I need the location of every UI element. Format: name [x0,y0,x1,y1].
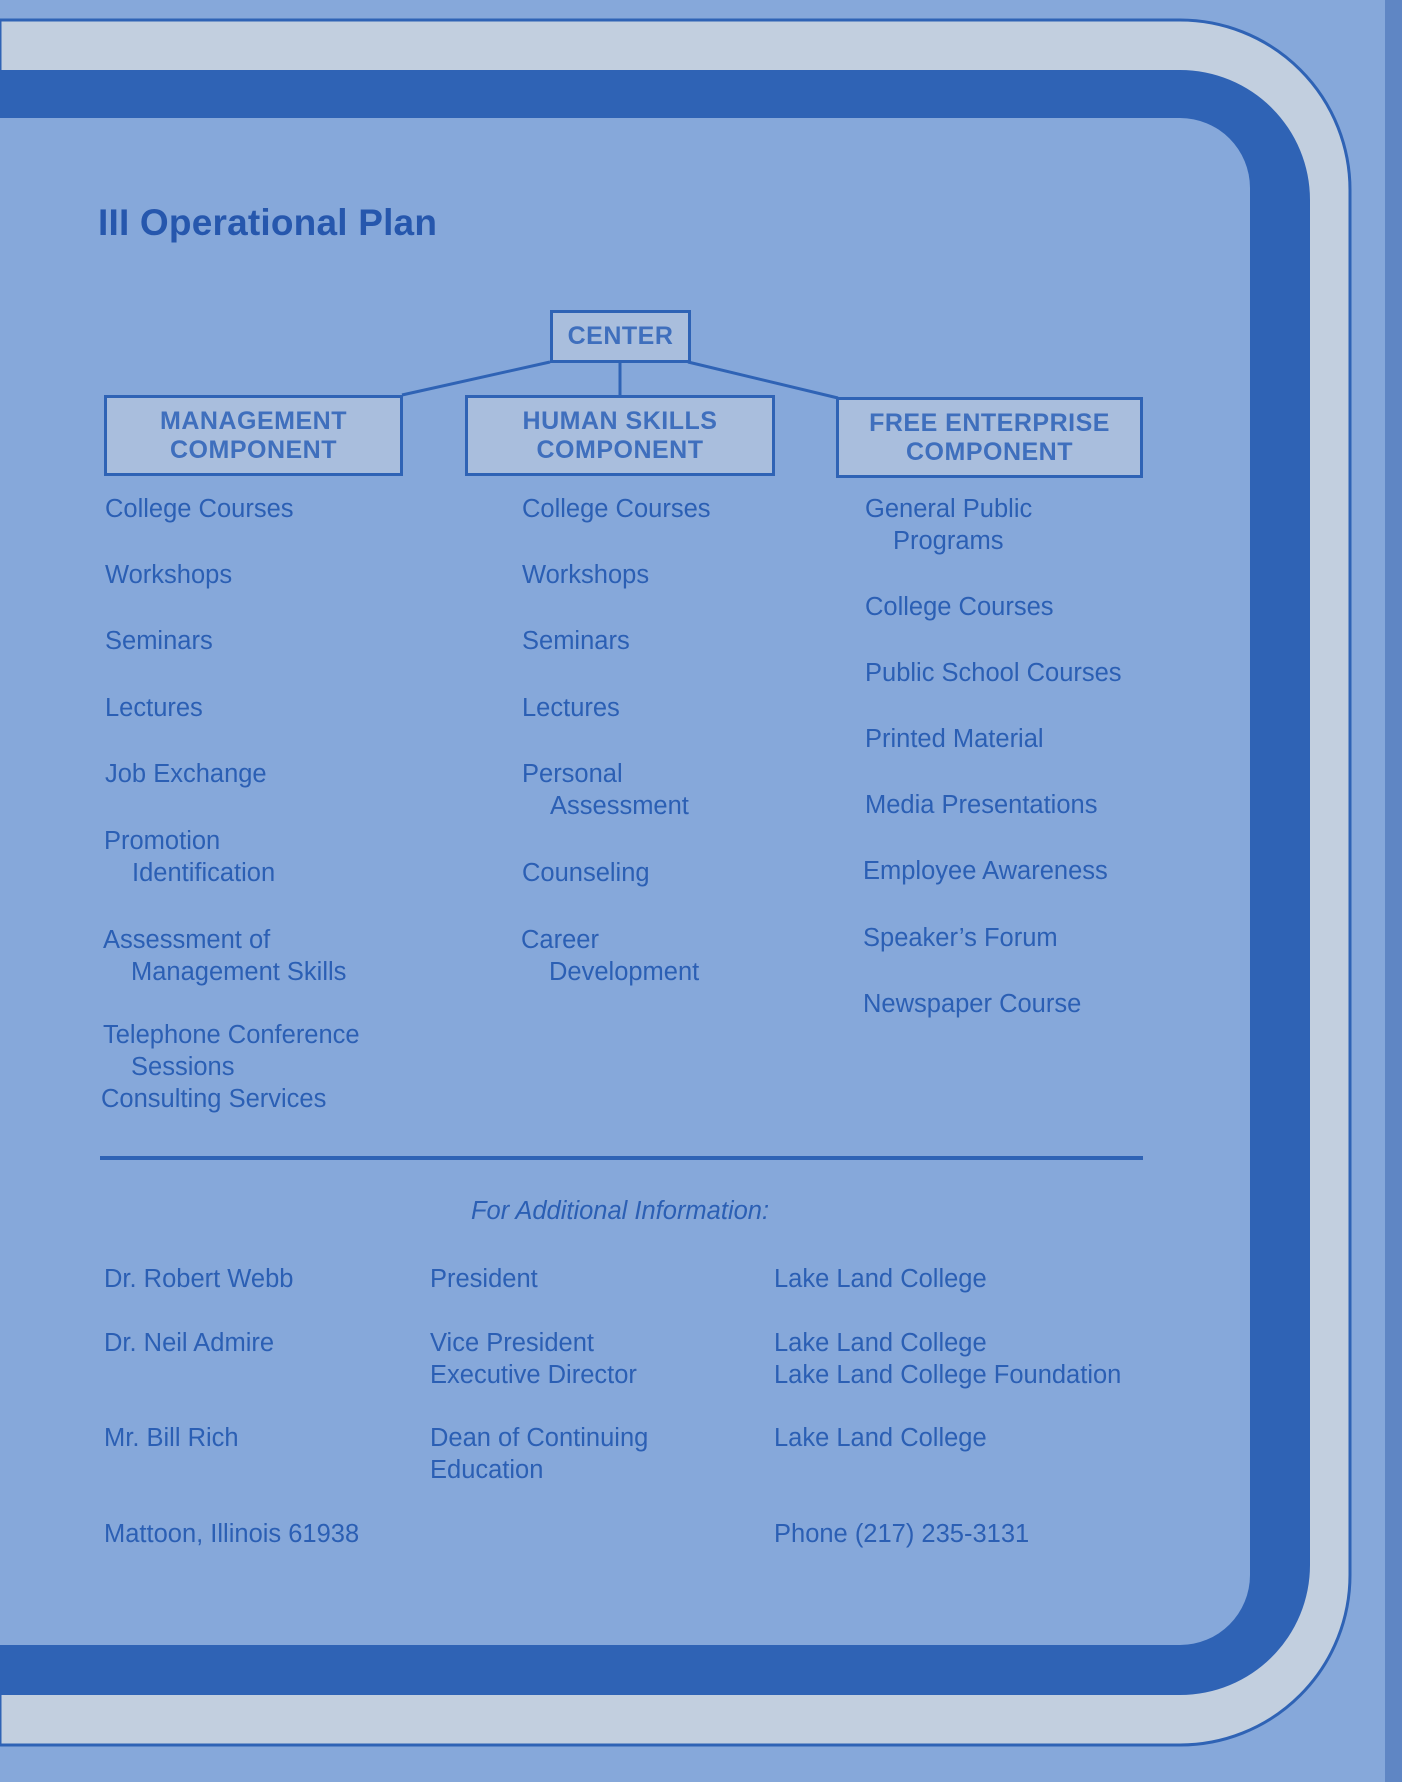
contact-org: Lake Land College [774,1265,987,1293]
center-label: CENTER [567,322,674,350]
management-item: College Courses [105,495,294,523]
contact-role: President [430,1265,538,1293]
human-skills-item: Workshops [522,561,650,589]
contact-role: Vice President Executive Director [430,1329,637,1389]
contact-name: Mr. Bill Rich [104,1424,239,1452]
contact-name: Dr. Robert Webb [104,1265,294,1293]
human-skills-item: Counseling [522,859,650,887]
human-skills-label-line2: COMPONENT [536,435,704,464]
contact-name: Dr. Neil Admire [104,1329,275,1357]
free-enterprise-item: Speaker’s Forum [863,924,1058,952]
management-component-box [104,395,403,476]
management-label-line1: MANAGEMENT [160,406,347,435]
human-skills-item: Personal Assessment [522,760,689,820]
free-enterprise-item: Newspaper Course [863,990,1082,1018]
management-item: Lectures [105,694,203,722]
management-item: Assessment of Management Skills [103,926,347,986]
human-skills-item: College Courses [522,495,711,523]
management-item: Promotion Identification [104,827,276,887]
human-skills-item: Career Development [521,926,700,986]
phone: Phone (217) 235-3131 [774,1520,1030,1548]
free-enterprise-item: Public School Courses [865,659,1122,687]
page-title: III Operational Plan [98,202,438,243]
management-item: Seminars [105,627,213,655]
management-item: Telephone Conference Sessions [103,1021,360,1081]
management-item: Job Exchange [105,760,267,788]
free-enterprise-item: Employee Awareness [863,857,1108,885]
free-enterprise-item: Printed Material [865,725,1044,753]
management-label-line2: COMPONENT [170,435,337,464]
contact-org: Lake Land College [774,1424,987,1452]
human-skills-item: Seminars [522,627,630,655]
section-divider [100,1156,1143,1160]
human-skills-label-line1: HUMAN SKILLS [522,406,718,435]
contact-org: Lake Land College Lake Land College Foundation [774,1329,1122,1389]
free-enterprise-component-box [836,397,1143,478]
contact-role: Dean of Continuing Education [430,1424,649,1484]
management-item: Workshops [105,561,233,589]
free-enterprise-item: General Public Programs [865,495,1033,555]
right-edge-strip [1385,0,1402,1782]
free-enterprise-item: College Courses [865,593,1054,621]
free-enterprise-item: Media Presentations [865,791,1098,819]
center-box [550,310,691,363]
management-item: Consulting Services [101,1085,327,1113]
human-skills-component-box [465,395,775,476]
additional-info-heading: For Additional Information: [470,1197,770,1225]
human-skills-item: Lectures [522,694,620,722]
free-enterprise-label-line2: COMPONENT [906,437,1073,466]
address: Mattoon, Illinois 61938 [104,1520,360,1548]
free-enterprise-label-line1: FREE ENTERPRISE [869,408,1110,437]
